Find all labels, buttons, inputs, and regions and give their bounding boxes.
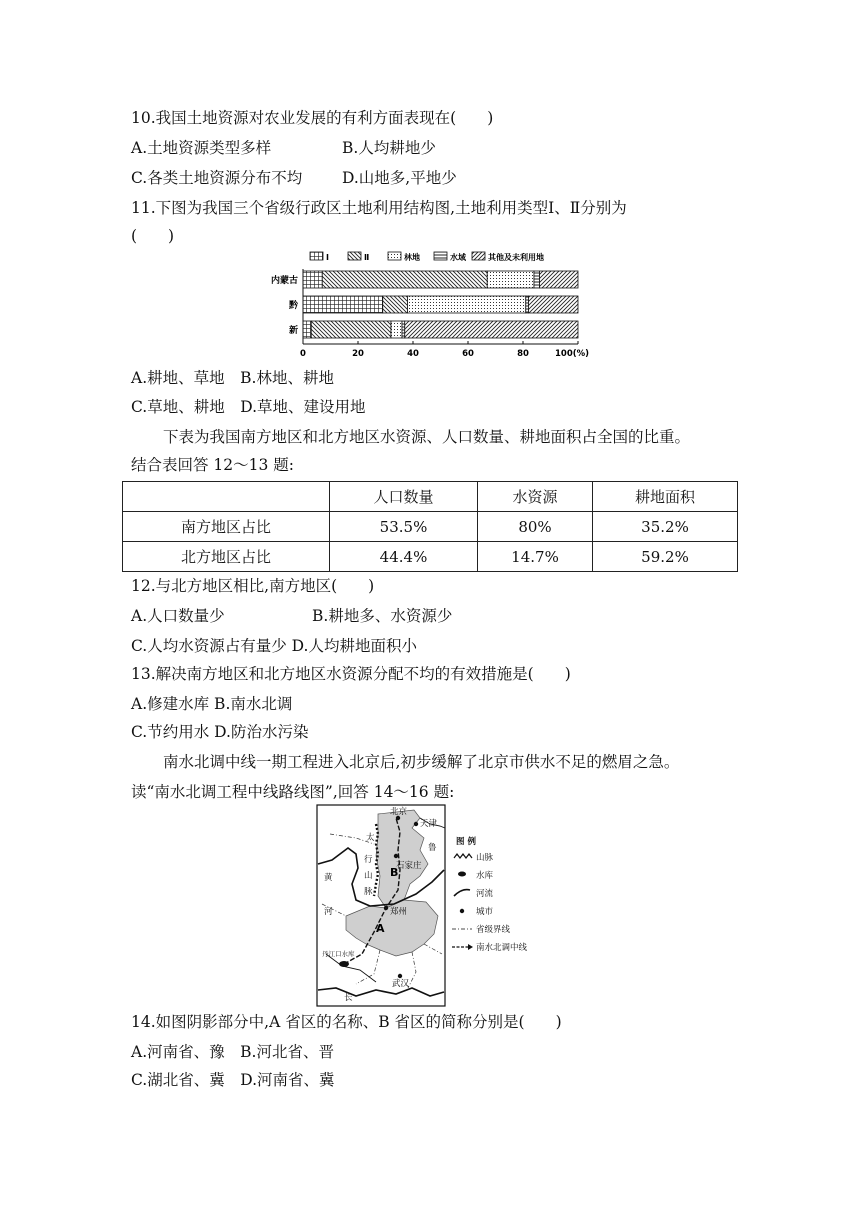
city-shijiazhuang xyxy=(394,854,398,858)
label-huang: 黄 xyxy=(324,873,333,883)
label-he: 河 xyxy=(324,907,333,917)
table-header-cell xyxy=(123,482,330,512)
label-hang: 行 xyxy=(364,855,373,865)
q14-stem: 14.如图阴影部分中,A 省区的名称、B 省区的简称分别是( ) xyxy=(131,1013,562,1031)
water-population-table xyxy=(122,481,738,572)
q13-stem: 13.解决南方地区和北方地区水资源分配不均的有效措施是( ) xyxy=(131,665,571,683)
x-tick-label: 60 xyxy=(462,349,474,359)
q10-option-c: C.各类土地资源分布不均 xyxy=(131,169,303,187)
bar-segment xyxy=(540,271,579,288)
label-a: A xyxy=(376,922,385,935)
q10-stem: 10.我国土地资源对农业发展的有利方面表现在( ) xyxy=(131,109,494,127)
category-label: 新 xyxy=(288,326,298,336)
bar-segment xyxy=(322,271,487,288)
label-wuhan: 武汉 xyxy=(392,979,410,989)
label-shijiazhuang: 石家庄 xyxy=(396,861,422,871)
table-header-cell: 耕地面积 xyxy=(593,482,738,512)
legend-mountain-icon xyxy=(454,854,472,858)
legend-label: 其他及未利用地 xyxy=(488,253,544,262)
intro-14-16-line1: 南水北调中线一期工程进入北京后,初步缓解了北京市供水不足的燃眉之急。 xyxy=(163,753,680,771)
label-lu: 鲁 xyxy=(428,843,437,853)
q12-option-b: B.耕地多、水资源少 xyxy=(312,607,453,625)
legend-route: 南水北调中线 xyxy=(476,943,528,953)
label-mai: 脉 xyxy=(364,887,373,897)
label-b: B xyxy=(390,866,399,879)
x-tick-label: 80 xyxy=(517,349,529,359)
x-tick-label: 0 xyxy=(300,349,306,359)
label-tai: 太 xyxy=(366,833,375,843)
legend-swatch xyxy=(348,252,361,260)
table-header-cell: 水资源 xyxy=(478,482,593,512)
legend-title: 图 例 xyxy=(456,837,476,847)
bar-segment xyxy=(311,321,391,338)
bar-segment xyxy=(405,321,578,338)
bar-segment xyxy=(303,321,311,338)
table-cell: 北方地区占比 xyxy=(123,542,330,572)
bar-segment xyxy=(303,271,322,288)
table-header-cell: 人口数量 xyxy=(330,482,478,512)
x-tick-label: 100(%) xyxy=(554,349,590,359)
x-tick-label: 20 xyxy=(352,349,364,359)
q11-options-cd: C.草地、耕地 D.草地、建设用地 xyxy=(131,398,366,416)
land-use-chart xyxy=(262,248,602,360)
table-header-row xyxy=(123,482,738,512)
legend-swatch xyxy=(310,252,323,260)
legend-border: 省级界线 xyxy=(476,925,511,935)
table-cell: 南方地区占比 xyxy=(123,512,330,542)
label-beijing: 北京 xyxy=(390,807,408,817)
q14-options-ab: A.河南省、豫 B.河北省、晋 xyxy=(131,1043,334,1061)
table-row xyxy=(123,542,738,572)
bar-segment xyxy=(303,296,383,313)
table-cell: 53.5% xyxy=(330,512,478,542)
legend-swatch xyxy=(434,252,447,260)
q13-options-cd: C.节约用水 D.防治水污染 xyxy=(131,723,309,741)
label-tianjin: 天津 xyxy=(420,819,438,829)
q11-paren: ( ) xyxy=(131,227,175,245)
label-danjiangkou: 丹江口水库 xyxy=(322,950,355,958)
q10-option-d: D.山地多,平地少 xyxy=(342,169,457,187)
q14-options-cd: C.湖北省、冀 D.河南省、冀 xyxy=(131,1071,335,1089)
category-label: 内蒙古 xyxy=(270,276,298,286)
table-cell: 35.2% xyxy=(593,512,738,542)
q12-stem: 12.与北方地区相比,南方地区( ) xyxy=(131,577,375,595)
bar-segment xyxy=(487,271,534,288)
legend-reservoir-icon xyxy=(458,872,466,877)
table-cell: 14.7% xyxy=(478,542,593,572)
table-cell: 44.4% xyxy=(330,542,478,572)
legend-label: Ⅰ xyxy=(326,253,329,262)
bar-segment xyxy=(529,296,579,313)
bar-segment xyxy=(526,296,529,313)
x-tick-label: 40 xyxy=(407,349,419,359)
label-chang: 长 xyxy=(344,993,353,1003)
legend-route-arrow-icon xyxy=(468,944,473,950)
bar-segment xyxy=(534,271,540,288)
q11-options-ab: A.耕地、草地 B.林地、耕地 xyxy=(131,369,334,387)
table-row xyxy=(123,512,738,542)
legend-river: 河流 xyxy=(476,889,494,899)
bar-segment xyxy=(408,296,526,313)
legend-label: Ⅱ xyxy=(364,253,370,262)
q11-stem: 11.下图为我国三个省级行政区土地利用结构图,土地利用类型Ⅰ、Ⅱ分别为 xyxy=(131,199,627,217)
city-wuhan xyxy=(398,974,402,978)
legend-swatch xyxy=(388,252,401,260)
legend-city-icon xyxy=(460,909,464,913)
q13-options-ab: A.修建水库 B.南水北调 xyxy=(131,695,293,713)
bar-segment xyxy=(383,296,408,313)
legend-reservoir: 水库 xyxy=(476,871,494,881)
intro-14-16-line2: 读“南水北调工程中线路线图”,回答 14～16 题: xyxy=(131,783,455,801)
q10-option-b: B.人均耕地少 xyxy=(342,139,436,157)
legend-river-icon xyxy=(454,890,470,896)
table-cell: 59.2% xyxy=(593,542,738,572)
legend-mountain: 山脉 xyxy=(476,853,494,863)
table-cell: 80% xyxy=(478,512,593,542)
bar-segment xyxy=(402,321,405,338)
bar-segment xyxy=(391,321,402,338)
legend-swatch xyxy=(472,252,485,260)
south-north-water-map xyxy=(316,804,548,1008)
q12-options-cd: C.人均水资源占有量少 D.人均耕地面积小 xyxy=(131,637,417,655)
q10-option-a: A.土地资源类型多样 xyxy=(131,139,272,157)
legend-city: 城市 xyxy=(476,907,494,917)
category-label: 黔 xyxy=(288,301,298,311)
map-legend xyxy=(452,836,528,953)
label-zhengzhou: 郑州 xyxy=(390,907,408,917)
legend-label: 林地 xyxy=(404,253,420,262)
city-zhengzhou xyxy=(384,906,388,910)
legend-label: 水域 xyxy=(450,253,466,262)
intro-12-13-line2: 结合表回答 12～13 题: xyxy=(131,456,295,474)
q12-option-a: A.人口数量少 xyxy=(131,607,225,625)
intro-12-13-line1: 下表为我国南方地区和北方地区水资源、人口数量、耕地面积占全国的比重。 xyxy=(163,428,691,446)
city-tianjin xyxy=(414,822,418,826)
label-shan: 山 xyxy=(364,871,373,881)
